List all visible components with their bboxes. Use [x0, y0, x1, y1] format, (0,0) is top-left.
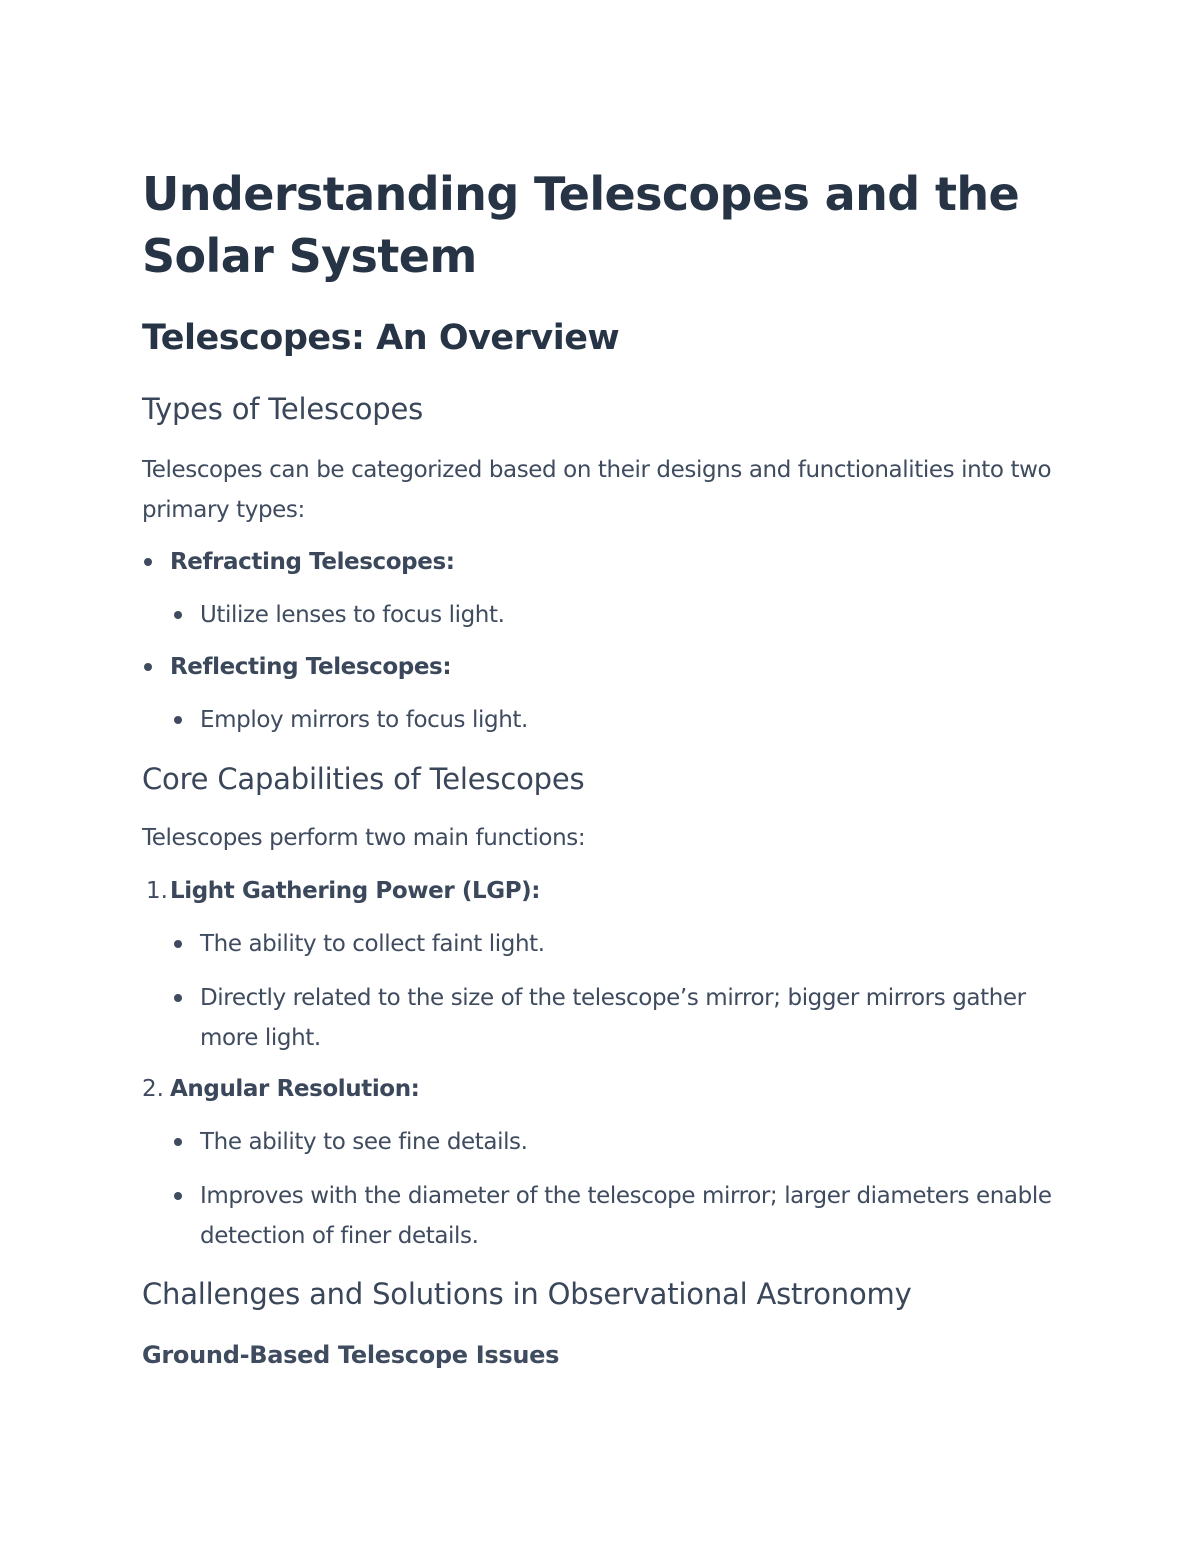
bullet-icon — [174, 611, 182, 619]
bullet-icon — [144, 558, 152, 566]
list-item-detail: The ability to see fine details. — [200, 1129, 528, 1155]
list-item-refracting — [170, 542, 1050, 582]
types-intro-paragraph: Telescopes can be categorized based on their designs and functionalities into two primary types: — [142, 457, 1052, 523]
bullet-icon — [174, 716, 182, 724]
section-heading-telescopes-overview: Telescopes: An Overview — [142, 318, 620, 358]
bullet-icon — [174, 1192, 182, 1200]
list-item-refracting-detail: Utilize lenses to focus light. — [200, 602, 505, 628]
capabilities-intro-paragraph: Telescopes perform two main functions: — [142, 825, 586, 851]
list-item-angular-resolution — [170, 1069, 1050, 1109]
subsection-heading-challenges: Challenges and Solutions in Observational Astronomy — [142, 1277, 912, 1311]
bullet-icon — [144, 663, 152, 671]
list-item-light-gathering — [170, 871, 1050, 911]
list-item-detail: Improves with the diameter of the telescope mirror; larger diameters enable detection of finer details. — [200, 1183, 1052, 1249]
list-item-reflecting — [170, 647, 1050, 687]
list-item-label: Refracting Telescopes: — [170, 549, 455, 575]
subsubsection-heading-ground-based: Ground-Based Telescope Issues — [142, 1341, 560, 1369]
list-item-detail: The ability to collect faint light. — [200, 931, 545, 957]
list-item-label: Light Gathering Power (LGP): — [170, 878, 541, 904]
subsection-heading-types: Types of Telescopes — [142, 392, 423, 426]
subsection-heading-capabilities: Core Capabilities of Telescopes — [142, 762, 585, 796]
list-item-label: Angular Resolution: — [170, 1076, 420, 1102]
bullet-icon — [174, 940, 182, 948]
list-item-label: Reflecting Telescopes: — [170, 654, 452, 680]
list-item-detail: Directly related to the size of the telescope’s mirror; bigger mirrors gather more light. — [200, 985, 1026, 1051]
list-number: 2. — [142, 1076, 164, 1102]
bullet-icon — [174, 1138, 182, 1146]
bullet-icon — [174, 994, 182, 1002]
document-title: Understanding Telescopes and the Solar System — [142, 167, 1020, 283]
list-number: 1. — [146, 878, 168, 904]
list-item-reflecting-detail: Employ mirrors to focus light. — [200, 707, 528, 733]
